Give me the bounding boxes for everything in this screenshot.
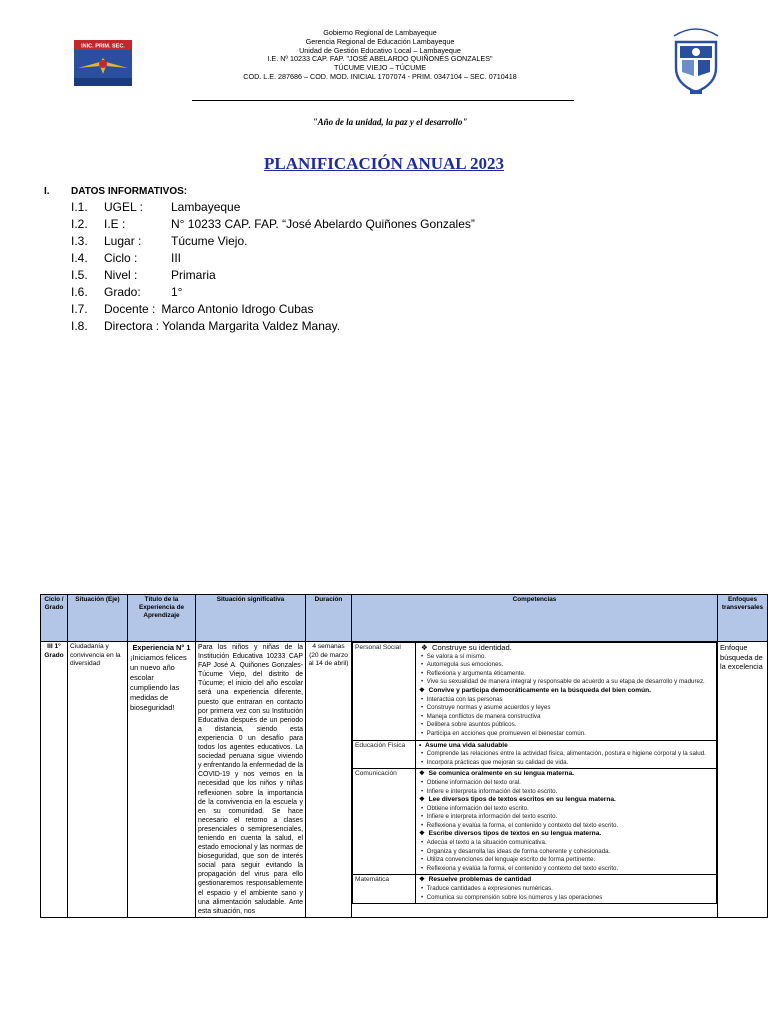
competency-list xyxy=(416,875,717,904)
header-institution-lines xyxy=(150,29,610,82)
cell-competencias xyxy=(352,642,718,918)
capacity-item xyxy=(418,721,714,730)
competency-text: Obtiene información del texto escrito. xyxy=(426,804,529,812)
cell-duracion: 4 semanas (20 de marzo al 14 de abril) xyxy=(306,642,352,918)
competency-text: Incorpora prácticas que mejoran su calidad de vida. xyxy=(426,758,569,766)
cell-significativa: Para los niños y niñas de la Institución Educativa 10233 CAP FAP José A. Quiñones Gonzales- Túcume Viejo, del distrito de Túcume; el inicio del año escolar será una experiencia diferente, puesto que entraran en contacto por primera vez con su Institución Educativa después de un periodo a distancia, siendo esta experiencia 0 un desafío para todos los agentes educativos. La sociedad peruana sigue viviendo y enfrentando la enfermedad de la COVID-19 y nos vemos en la necesidad que los niños y niñas reflexionen sobre la importancia de la convivencia en la escuela y en su comunidad. Se hace necesario el retorno a clases presenciales o semipresenciales, teniendo en cuenta la salud, el estado emocional y las normas de bioseguridad, que son de interés social para seguir evitando la propagación del virus para ello gestionaremos responsablemente el espacio y el ambiente sano y una alimentación saludable. Ante esta situación, nos xyxy=(196,642,306,918)
competency-text: Construye su identidad. xyxy=(432,643,512,652)
capacity-item xyxy=(418,653,714,662)
bullet-icon: • xyxy=(421,864,424,872)
info-label: Ciclo : xyxy=(104,251,138,265)
area-row xyxy=(353,643,717,741)
institution-seal xyxy=(664,24,728,98)
bullet-icon: • xyxy=(421,695,424,703)
info-label: Docente : xyxy=(104,302,156,316)
info-num: I.8. xyxy=(71,319,88,333)
info-value: N° 10233 CAP. FAP. “José Abelardo Quiñones Gonzales” xyxy=(171,217,475,231)
col-header-duracion: Duración xyxy=(306,595,352,642)
year-motto: "Año de la unidad, la paz y el desarrollo" xyxy=(312,117,468,127)
competency-text: Asume una vida saludable xyxy=(424,741,508,749)
capacity-item xyxy=(418,644,714,653)
competency-text: Escribe diversos tipos de textos en su lengua materna. xyxy=(428,830,602,838)
experience-title: ¡Iniciamos felices un nuevo año escolar cumpliendo las medidas de bioseguridad! xyxy=(130,653,187,712)
capacity-item xyxy=(418,678,714,687)
capacity-item xyxy=(418,839,714,848)
col-header-situacion: Situación (Eje) xyxy=(68,595,128,642)
info-label: UGEL : xyxy=(104,200,143,214)
capacity-item xyxy=(418,779,714,788)
info-num: I.1. xyxy=(71,200,88,214)
capacity-item xyxy=(418,894,714,903)
bullet-icon: • xyxy=(421,787,424,795)
area-name: Personal Social xyxy=(353,643,416,741)
areas-table xyxy=(352,642,717,904)
competency-item xyxy=(418,876,714,885)
info-num: I.3. xyxy=(71,234,88,248)
bullet-icon: ❖ xyxy=(419,830,425,838)
capacity-item xyxy=(418,865,714,874)
competency-text: Organiza y desarrolla las ideas de forma coherente y cohesionada. xyxy=(426,847,611,855)
section-number: I. xyxy=(44,186,50,197)
header-line: TÚCUME VIEJO – TÚCUME xyxy=(333,63,427,73)
competency-item xyxy=(418,830,714,839)
capacity-item xyxy=(418,696,714,705)
capacity-item xyxy=(418,759,714,768)
info-row-docente xyxy=(71,302,313,316)
info-row-ugel xyxy=(71,200,240,214)
bullet-icon: • xyxy=(421,678,424,686)
col-header-competencias: Competencias xyxy=(352,595,718,642)
info-num: I.2. xyxy=(71,217,88,231)
info-num: I.7. xyxy=(71,302,88,316)
bullet-icon: • xyxy=(421,669,424,677)
info-row-directora xyxy=(71,319,340,333)
info-value: 1° xyxy=(171,285,183,299)
capacity-item xyxy=(418,750,714,759)
area-name: Educación Física xyxy=(353,740,416,769)
bullet-icon: • xyxy=(421,704,424,712)
bullet-icon: ❖ xyxy=(419,686,425,694)
info-label: Lugar : xyxy=(104,234,142,248)
header-line: I.E. Nº 10233 CAP. FAP. "JOSÉ ABELARDO QUIÑONES GONZALES" xyxy=(267,54,493,64)
col-header-significativa: Situación significativa xyxy=(196,595,306,642)
competency-list xyxy=(416,643,717,741)
competency-text: Convive y participa democráticamente en la búsqueda del bien común. xyxy=(428,686,652,694)
capacity-item xyxy=(418,848,714,857)
bullet-icon: ❖ xyxy=(419,796,425,804)
bullet-icon: ❖ xyxy=(419,770,425,778)
info-row-lugar xyxy=(71,234,247,248)
header-line: Gerencia Regional de Educación Lambayeque xyxy=(305,36,455,46)
competency-list xyxy=(416,769,717,875)
header-line: COD. L.E. 287686 – COD. MOD. INICIAL 1707074 - PRIM. 0347104 – SEC. 0710418 xyxy=(243,71,517,81)
bullet-icon: • xyxy=(421,813,424,821)
competency-text: Lee diversos tipos de textos escritos en su lengua materna. xyxy=(428,796,616,804)
competency-text: Adecúa el texto a la situación comunicativa. xyxy=(426,839,547,847)
cell-situacion: Ciudadanía y convivencia en la diversidad xyxy=(68,642,128,918)
competency-item xyxy=(418,770,714,779)
competency-item xyxy=(418,687,714,696)
info-value: : Yolanda Margarita Valdez Manay. xyxy=(155,319,341,333)
logo-left-text: INIC. PRIM. SEC. xyxy=(81,43,125,50)
competency-text: Reflexiona y evalúa la forma, el contenido y contexto del texto escrito. xyxy=(426,864,619,872)
competency-text: Infiere e interpreta información del texto escrito. xyxy=(426,787,558,795)
competency-text: Maneja conflictos de manera constructiva xyxy=(426,712,541,720)
info-row-ciclo xyxy=(71,251,181,265)
capacity-item xyxy=(418,856,714,865)
bullet-icon: • xyxy=(421,778,424,786)
info-value: Primaria xyxy=(171,268,216,282)
competency-text: Reflexiona y argumenta éticamente. xyxy=(426,669,526,677)
bullet-icon: • xyxy=(421,661,424,669)
competency-text: Traduce cantidades a expresiones numéricas. xyxy=(426,885,553,893)
capacity-item xyxy=(418,670,714,679)
bullet-icon: • xyxy=(421,804,424,812)
competency-text: Participa en acciones que promueven el bienestar común. xyxy=(426,729,586,737)
competency-text: Obtiene información del texto oral. xyxy=(426,778,521,786)
competency-text: Comprende las relaciones entre la actividad física, alimentación, postura e higiene corporal y la salud. xyxy=(426,750,706,758)
bullet-icon: • xyxy=(421,885,424,893)
area-row xyxy=(353,875,717,904)
bullet-icon: • xyxy=(421,856,424,864)
bullet-icon: • xyxy=(421,893,424,901)
cell-titulo xyxy=(128,642,196,918)
col-header-titulo: Título de la Experiencia de Aprendizaje xyxy=(128,595,196,642)
bullet-icon: • xyxy=(421,821,424,829)
info-value: Lambayeque xyxy=(171,200,241,214)
table-row xyxy=(41,642,768,918)
bullet-icon: • xyxy=(421,750,424,758)
area-name: Comunicación xyxy=(353,769,416,875)
bullet-icon: • xyxy=(421,758,424,766)
header-line: Gobierno Regional de Lambayeque xyxy=(323,28,437,37)
info-value: III xyxy=(171,251,182,265)
capacity-item xyxy=(418,713,714,722)
bullet-icon: ❖ xyxy=(419,876,425,884)
bullet-icon: • xyxy=(421,847,424,855)
info-row-nivel xyxy=(71,268,216,282)
competency-text: Autorregula sus emociones. xyxy=(426,661,504,669)
experience-label: Experiencia N° 1 xyxy=(132,643,191,652)
area-row xyxy=(353,769,717,875)
competency-text: Se valora a sí mismo. xyxy=(426,652,487,660)
competency-text: Vive su sexualidad de manera integral y responsable de acuerdo a su etapa de desarrollo y madurez. xyxy=(426,678,705,686)
document-title: PLANIFICACIÓN ANUAL 2023 xyxy=(264,154,504,173)
area-name: Matemática xyxy=(353,875,416,904)
info-num: I.4. xyxy=(71,251,88,265)
competency-text: Comunica su comprensión sobre los números y las operaciones xyxy=(426,893,603,901)
competency-text: Resuelve problemas de cantidad xyxy=(428,876,532,884)
bullet-icon: • xyxy=(421,729,424,737)
cell-enfoques: Enfoque búsqueda de la excelencia xyxy=(718,642,768,918)
capacity-item xyxy=(418,813,714,822)
capacity-item xyxy=(418,661,714,670)
info-label: Directora xyxy=(104,319,153,333)
capacity-item xyxy=(418,788,714,797)
competency-text: Construye normas y asume acuerdos y leyes xyxy=(426,704,551,712)
bullet-icon: • xyxy=(419,741,422,749)
header-line: Unidad de Gestión Educativo Local – Lambayeque xyxy=(299,45,461,55)
competency-text: Interactúa con las personas xyxy=(426,695,503,703)
planning-table xyxy=(40,594,768,918)
bullet-icon: • xyxy=(421,839,424,847)
info-value: Túcume Viejo. xyxy=(171,234,248,248)
competency-text: Delibera sobre asuntos públicos. xyxy=(426,721,517,729)
info-value: Marco Antonio Idrogo Cubas xyxy=(161,302,314,316)
bullet-icon: • xyxy=(421,652,424,660)
header-divider xyxy=(192,100,574,101)
info-num: I.5. xyxy=(71,268,88,282)
info-label: I.E : xyxy=(104,217,126,231)
area-row xyxy=(353,740,717,769)
competency-text: Utiliza convenciones del lenguaje escrito de forma pertinente. xyxy=(426,856,596,864)
info-label: Nivel : xyxy=(104,268,138,282)
cell-ciclo: III 1° Grado xyxy=(41,642,68,918)
col-header-ciclo: Ciclo / Grado xyxy=(41,595,68,642)
section-title: DATOS INFORMATIVOS: xyxy=(71,186,188,197)
capacity-item xyxy=(418,704,714,713)
bullet-icon: • xyxy=(421,721,424,729)
info-row-grado xyxy=(71,285,182,299)
bullet-icon: ❖ xyxy=(421,643,428,652)
info-label: Grado: xyxy=(104,285,141,299)
competency-list xyxy=(416,740,717,769)
info-num: I.6. xyxy=(71,285,88,299)
bullet-icon: • xyxy=(421,712,424,720)
capacity-item xyxy=(418,805,714,814)
info-row-ie xyxy=(71,217,475,231)
capacity-item xyxy=(418,885,714,894)
competency-item xyxy=(418,796,714,805)
col-header-enfoques: Enfoques transversales xyxy=(718,595,768,642)
school-logo-left xyxy=(74,40,132,86)
competency-text: Infiere e interpreta información del texto escrito. xyxy=(426,813,558,821)
competency-text: Se comunica oralmente en su lengua materna. xyxy=(428,770,575,778)
competency-text: Reflexiona y evalúa la forma, el contenido y contexto del texto escrito. xyxy=(426,821,619,829)
table-header-row xyxy=(41,595,768,642)
competency-item xyxy=(418,742,714,751)
capacity-item xyxy=(418,730,714,739)
